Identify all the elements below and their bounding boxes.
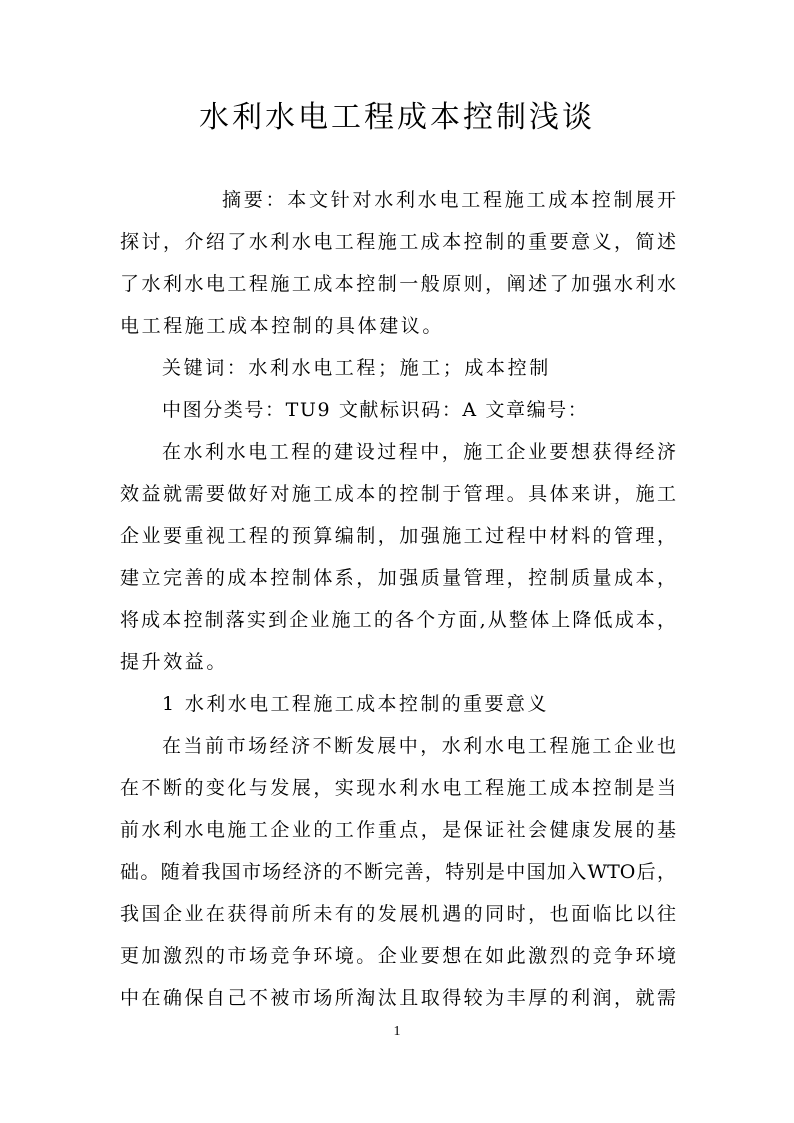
abstract-line: 电工程施工成本控制的具体建议。 — [120, 315, 445, 337]
abstract-line: 探讨，介绍了水利水电工程施工成本控制的重要意义，简述 — [120, 231, 676, 253]
section-heading: 1 水利水电工程施工成本控制的重要意义 — [162, 693, 549, 715]
intro-line: 企业要重视工程的预算编制，加强施工过程中材料的管理， — [120, 525, 676, 547]
intro-line: 效益就需要做好对施工成本的控制于管理。具体来讲，施工 — [120, 483, 676, 505]
abstract-line: 了水利水电工程施工成本控制一般原则，阐述了加强水利水 — [120, 273, 676, 295]
keywords-line: 关键词：水利水电工程；施工；成本控制 — [162, 357, 551, 379]
document-title: 水利水电工程成本控制浅谈 — [199, 100, 595, 135]
section-line: 础。随着我国市场经济的不断完善，特别是中国加入WTO后， — [120, 861, 676, 883]
section-line: 前水利水电施工企业的工作重点，是保证社会健康发展的基 — [120, 819, 676, 841]
abstract-line: 摘要：本文针对水利水电工程施工成本控制展开 — [222, 189, 676, 211]
intro-line: 提升效益。 — [120, 651, 229, 673]
page-number: 1 — [393, 1024, 401, 1039]
section-line: 我国企业在获得前所未有的发展机遇的同时，也面临比以往 — [120, 903, 676, 925]
section-line: 在不断的变化与发展，实现水利水电工程施工成本控制是当 — [120, 777, 676, 799]
intro-line: 在水利水电工程的建设过程中，施工企业要想获得经济 — [162, 441, 676, 463]
section-line: 更加激烈的市场竞争环境。企业要想在如此激烈的竞争环境 — [120, 945, 676, 967]
intro-line: 将成本控制落实到企业施工的各个方面,从整体上降低成本， — [120, 609, 676, 631]
section-line: 在当前市场经济不断发展中，水利水电工程施工企业也 — [162, 735, 676, 757]
classification-line: 中图分类号：TU9 文献标识码：A 文章编号： — [162, 399, 589, 421]
intro-line: 建立完善的成本控制体系，加强质量管理，控制质量成本， — [120, 567, 676, 589]
section-line: 中在确保自己不被市场所淘汰且取得较为丰厚的利润，就需 — [120, 987, 676, 1009]
